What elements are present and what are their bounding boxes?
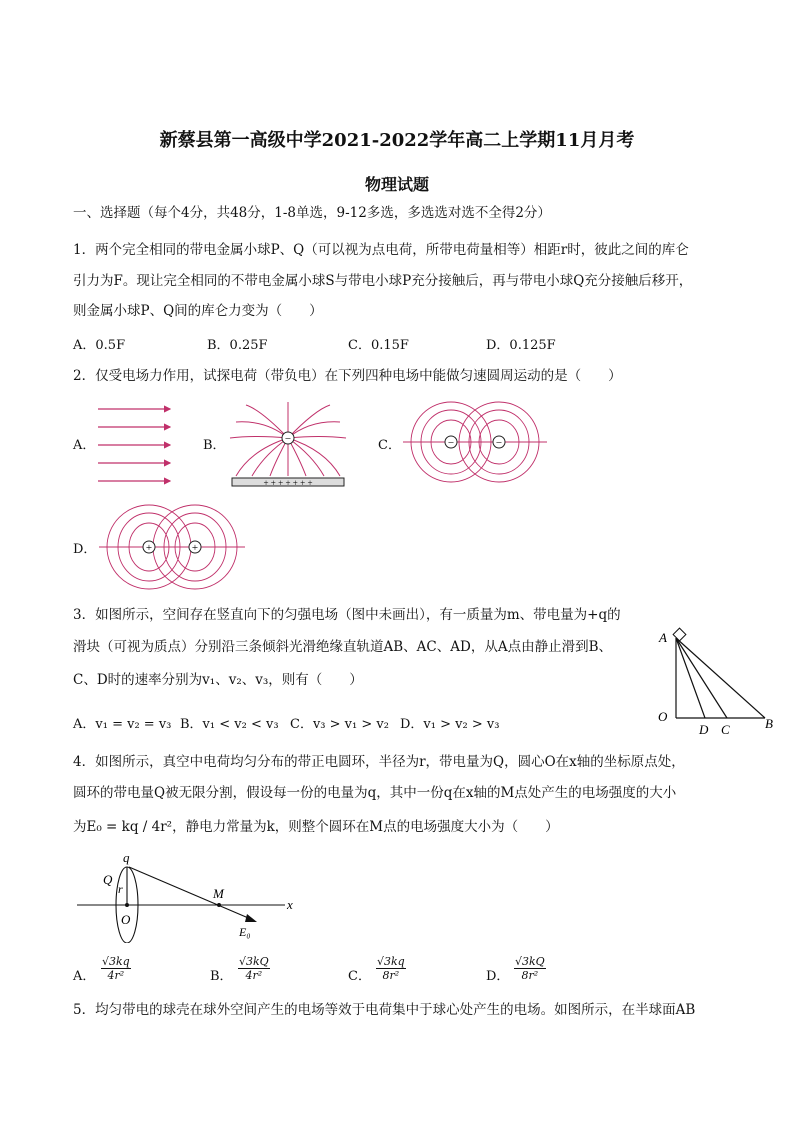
q3-option-b: B．v₁ < v₂ < v₃ [180, 717, 279, 732]
q4-option-d-den: 8r² [521, 969, 539, 982]
q5-line-1: 5．均匀带电的球壳在球外空间产生的电场等效于电荷集中于球心处产生的电场。如图所示，在半球面AB [73, 1002, 696, 1018]
q3-line-3: C、D时的速率分别为v₁、v₂、v₃，则有（ ） [73, 672, 363, 688]
fig4-label-big-q: Q [103, 872, 113, 887]
q4-option-c-den: 8r² [382, 969, 400, 982]
q4-option-b-den: 4r² [245, 969, 263, 982]
q4-e0-formula: E₀ = kq / 4r² [86, 819, 173, 835]
q4-option-a-den: 4r² [107, 969, 125, 982]
fig4-label-r: r [118, 882, 123, 896]
q4-line-3 [73, 817, 559, 837]
q2-stem: 2．仅受电场力作用，试探电荷（带负电）在下列四种电场中能做匀速圆周运动的是（ ） [73, 368, 622, 384]
fig4-label-q: q [123, 850, 130, 865]
q1-line-1: 1．两个完全相同的带电金属小球P、Q（可以视为点电荷，所带电荷量相等）相距r时，彼此之间的库仑 [73, 242, 689, 258]
page-subtitle: 物理试题 [364, 175, 429, 194]
fig4-label-x: x [287, 897, 293, 912]
fig4-label-e0: E₀ [239, 925, 251, 939]
q4-line-1: 4．如图所示，真空中电荷均匀分布的带正电圆环，半径为r，带电量为Q，圆心O在x轴的坐标原点处， [73, 754, 685, 770]
fig3-label-o: O [658, 709, 668, 724]
fig-b-minus: − [284, 433, 292, 445]
fig3-label-a: A [659, 630, 667, 645]
q4-option-c-num: √3kq [377, 955, 405, 968]
q1-option-d: D．0.125F [486, 338, 556, 353]
q4-option-a-label: A． [73, 969, 96, 984]
fig-d-plus-left: + [145, 542, 153, 554]
ring-figure [73, 848, 303, 943]
q1-line-3: 则金属小球P、Q间的库仑力变为（ ） [73, 303, 323, 319]
q1-option-a: A．0.5F [73, 338, 126, 353]
q1-option-c: C．0.15F [348, 338, 409, 353]
section-heading: 一、选择题（每个4分，共48分，1-8单选，9-12多选，多选选对选不全得2分） [73, 205, 551, 221]
q2-label-d: D． [73, 542, 97, 557]
q3-option-d: D．v₁ > v₂ > v₃ [400, 717, 500, 732]
q3-option-a: A．v₁ = v₂ = v₃ [73, 717, 172, 732]
q4-option-b-label: B． [210, 969, 233, 984]
q1-option-b: B．0.25F [207, 338, 268, 353]
q4-option-a-num: √3kq [102, 955, 130, 968]
fig3-label-c: C [721, 722, 730, 737]
q4-line-3-text: ，静电力常量为k，则整个圆环在M点的电场强度大小为（ ） [172, 819, 559, 835]
fig3-label-b: B [765, 716, 773, 731]
fig-c-minus-left: − [447, 437, 455, 449]
q4-line-2: 圆环的带电量Q被无限分割，假设每一份的电量为q，其中一份q在x轴的M点处产生的电场强度的大小 [73, 785, 677, 801]
fig-d-plus-right: + [191, 542, 199, 554]
q2-label-c: C． [378, 438, 401, 453]
incline-figure [655, 624, 780, 739]
q3-line-2: 滑块（可视为质点）分别沿三条倾斜光滑绝缘直轨道AB、AC、AD，从A点由静止滑到B、 [73, 639, 612, 655]
fig4-label-m: M [213, 886, 224, 901]
field-figure-d [99, 500, 245, 594]
q4-option-c-label: C． [348, 969, 371, 984]
page-title: 新蔡县第一高级中学2021-2022学年高二上学期11月月考 [159, 130, 635, 151]
q2-label-a: A． [73, 438, 96, 453]
q4-options [73, 955, 473, 991]
q4-e0-prefix: 为 [73, 819, 87, 835]
q3-option-c: C．v₃ > v₁ > v₂ [290, 717, 389, 732]
fig-b-plate-charges: + + + + + + + [263, 478, 313, 488]
q3-line-1: 3．如图所示，空间存在竖直向下的匀强电场（图中未画出），有一质量为m、带电量为+q的 [73, 607, 621, 623]
fig-c-minus-right: − [495, 437, 503, 449]
q4-option-d-label: D． [486, 969, 510, 984]
q4-option-d-num: √3kQ [515, 955, 545, 968]
field-figure-b [226, 400, 352, 492]
q4-option-b-num: √3kQ [239, 955, 269, 968]
q1-line-2: 引力为F。现让完全相同的不带电金属小球S与带电小球P充分接触后，再与带电小球Q充分接触后移开， [73, 273, 693, 289]
field-figure-a [96, 405, 176, 485]
fig3-label-d: D [699, 722, 709, 737]
fig4-label-o: O [121, 912, 131, 927]
q2-label-b: B． [203, 438, 226, 453]
field-figure-c [403, 398, 547, 486]
